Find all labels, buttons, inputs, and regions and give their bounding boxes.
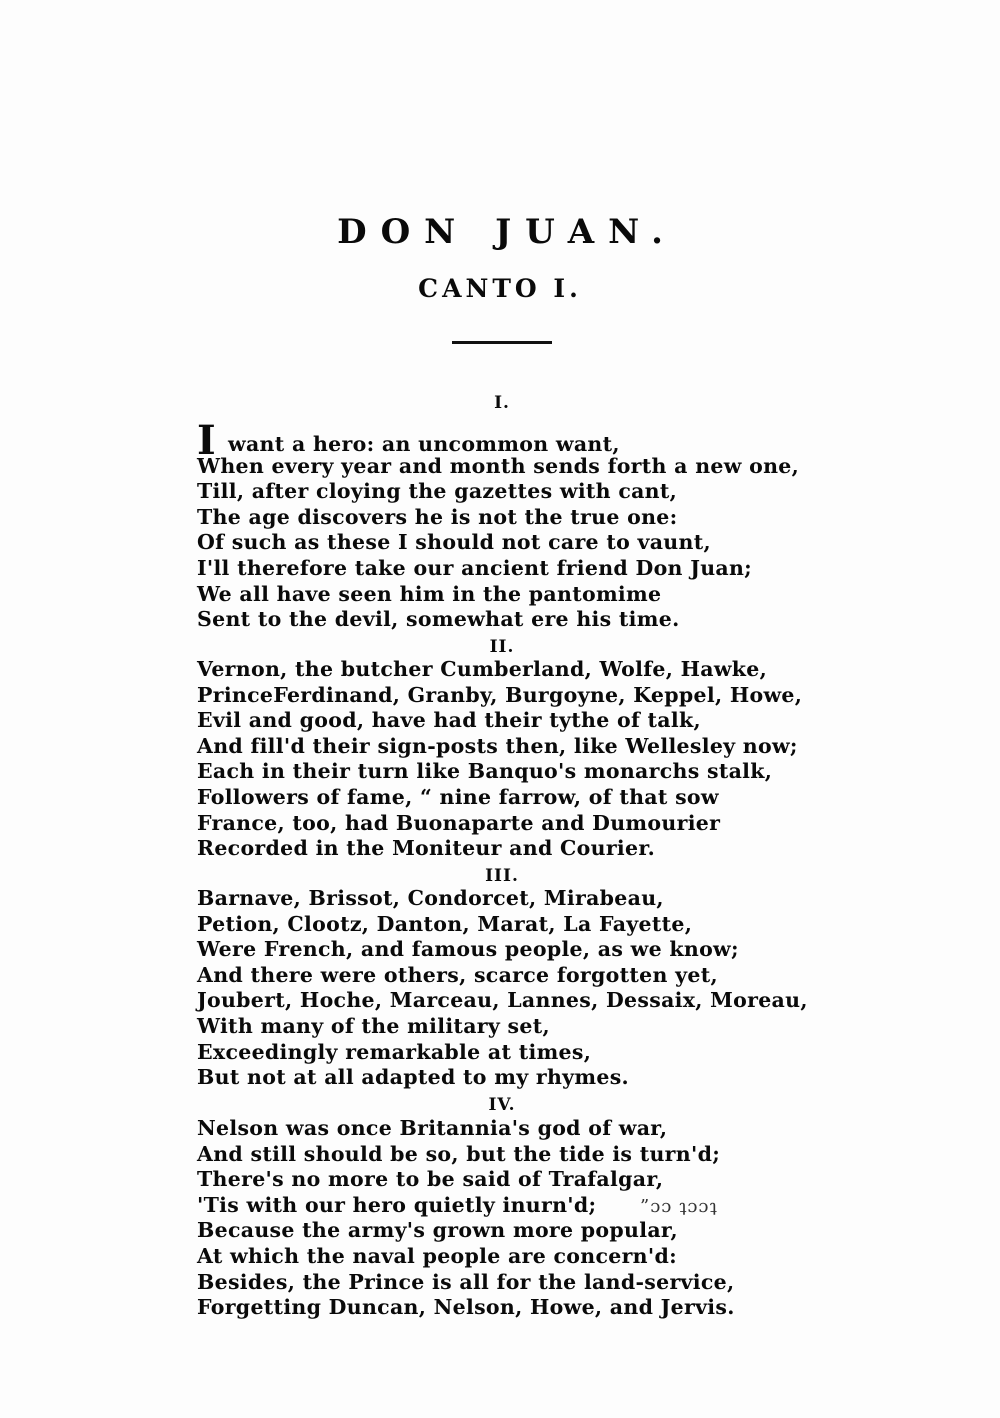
- stanza-line: Recorded in the Moniteur and Courier.: [197, 836, 656, 861]
- stanza-line: Joubert, Hoche, Marceau, Lannes, Dessaix, Moreau,: [197, 988, 808, 1013]
- stanza-line: France, too, had Buonaparte and Dumourier: [197, 810, 721, 835]
- stanza-line: Followers of fame, “ nine farrow, of that sow: [197, 784, 719, 809]
- handwritten-marginalia: ”ɔɔ ʇɔɔʇ: [640, 1196, 718, 1217]
- canto-heading: CANTO I.: [418, 274, 582, 303]
- stanza-number: I.: [494, 393, 510, 413]
- stanza-number: III.: [485, 866, 519, 886]
- stanza-3: [197, 886, 817, 1091]
- stanza-line: The age discovers he is not the true one:: [197, 504, 678, 529]
- stanza-line: Because the army's grown more popular,: [197, 1218, 678, 1243]
- stanza-4: [197, 1116, 817, 1321]
- stanza-line: Besides, the Prince is all for the land-service,: [197, 1269, 735, 1294]
- poem-title: DON JUAN.: [337, 212, 677, 252]
- stanza-line: There's no more to be said of Trafalgar,: [197, 1167, 664, 1192]
- stanza-number: IV.: [488, 1095, 516, 1115]
- stanza-number: II.: [489, 637, 515, 657]
- stanza-1: [197, 417, 817, 633]
- stanza-line: I'll therefore take our ancient friend Don Juan;: [197, 555, 753, 580]
- stanza-line: Barnave, Brissot, Condorcet, Mirabeau,: [197, 886, 664, 910]
- stanza-line: Vernon, the butcher Cumberland, Wolfe, Hawke,: [197, 657, 768, 681]
- drop-cap: I: [197, 417, 217, 464]
- stanza-line-text: want a hero: an uncommon want,: [228, 432, 620, 456]
- stanza-line: Evil and good, have had their tythe of talk,: [197, 708, 701, 733]
- stanza-line: 'Tis with our hero quietly inurn'd;: [197, 1192, 597, 1217]
- stanza-line: [197, 417, 817, 464]
- stanza-line: Exceedingly remarkable at times,: [197, 1039, 592, 1064]
- title-rule: [452, 341, 552, 344]
- stanza-line: Till, after cloying the gazettes with cant,: [197, 479, 678, 504]
- stanza-2: [197, 657, 817, 862]
- stanza-line: With many of the military set,: [197, 1013, 550, 1038]
- stanza-line: And still should be so, but the tide is turn'd;: [197, 1141, 721, 1166]
- stanza-line: Were French, and famous people, as we know;: [197, 937, 739, 962]
- stanza-line: At which the naval people are concern'd:: [197, 1243, 677, 1268]
- stanza-line: Of such as these I should not care to vaunt,: [197, 530, 711, 555]
- stanza-line: But not at all adapted to my rhymes.: [197, 1065, 629, 1090]
- stanza-line: We all have seen him in the pantomime: [197, 581, 662, 606]
- stanza-line: Nelson was once Britannia's god of war,: [197, 1116, 668, 1140]
- stanza-line: And fill'd their sign-posts then, like Wellesley now;: [197, 733, 798, 758]
- stanza-line: Sent to the devil, somewhat ere his time.: [197, 607, 680, 632]
- stanza-line: Forgetting Duncan, Nelson, Howe, and Jervis.: [197, 1295, 735, 1320]
- stanza-line: And there were others, scarce forgotten yet,: [197, 962, 718, 987]
- stanza-line: Each in their turn like Banquo's monarchs stalk,: [197, 759, 773, 784]
- stanza-line: Petion, Clootz, Danton, Marat, La Fayette,: [197, 911, 693, 936]
- stanza-line: PrinceFerdinand, Granby, Burgoyne, Keppel, Howe,: [197, 682, 803, 707]
- stanza-line: When every year and month sends forth a new one,: [197, 453, 800, 478]
